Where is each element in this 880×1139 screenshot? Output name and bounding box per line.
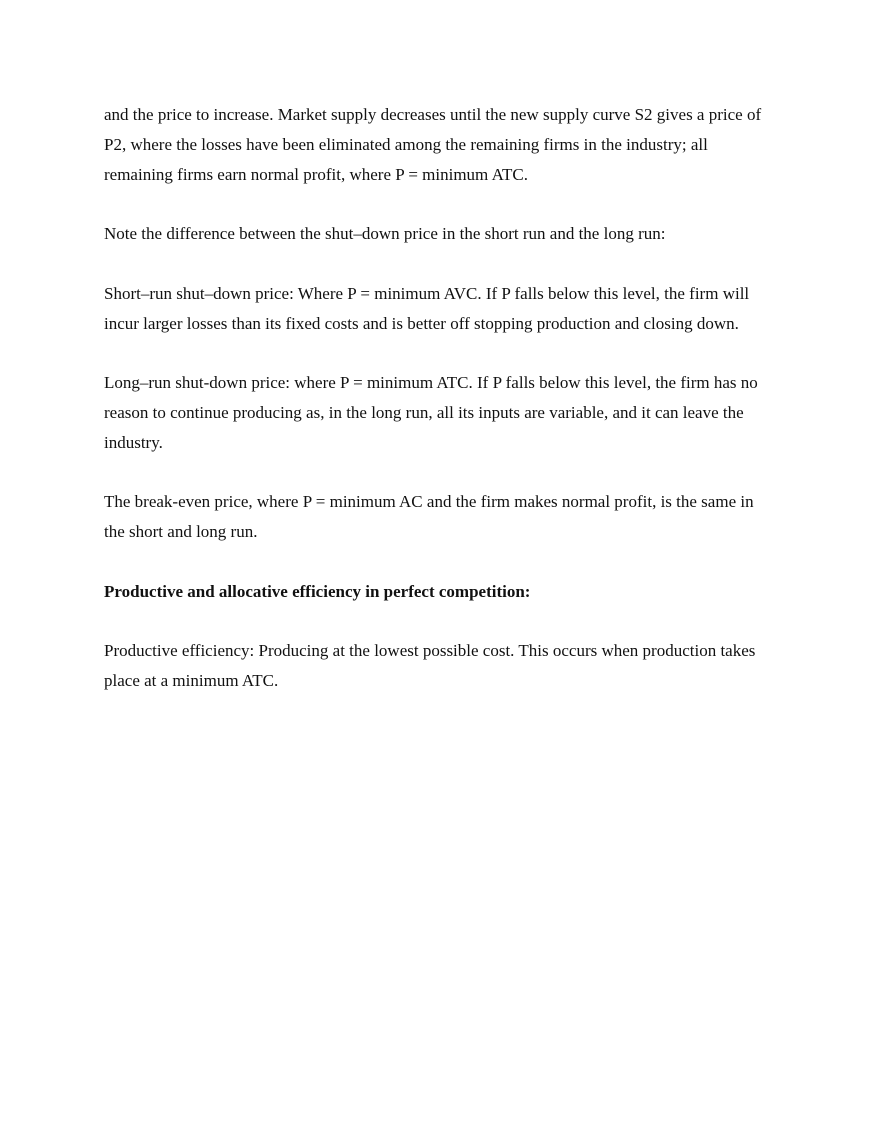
paragraph-long-run-shutdown — [104, 368, 784, 457]
text-line: Note the difference between the shut–down price in the short run and the long run: — [104, 224, 666, 244]
text-line: P2, where the losses have been eliminated among the remaining firms in the industry; all — [104, 134, 708, 154]
text-line: industry. — [104, 432, 163, 452]
paragraph-market-supply — [104, 100, 784, 189]
section-heading: Productive and allocative efficiency in perfect competition: — [104, 581, 531, 601]
paragraph-shutdown-note — [104, 219, 784, 249]
text-line: Productive efficiency: Producing at the lowest possible cost. This occurs when production takes — [104, 641, 756, 661]
text-line: remaining firms earn normal profit, where P = minimum ATC. — [104, 164, 528, 184]
paragraph-productive-efficiency — [104, 636, 784, 696]
text-line: the short and long run. — [104, 522, 258, 542]
paragraph-short-run-shutdown — [104, 279, 784, 339]
text-line: Short–run shut–down price: Where P = minimum AVC. If P falls below this level, the firm will — [104, 283, 750, 303]
text-line: The break-even price, where P = minimum AC and the firm makes normal profit, is the same in — [104, 492, 754, 512]
text-line: and the price to increase. Market supply decreases until the new supply curve S2 gives a price of — [104, 105, 762, 124]
text-line: Long–run shut-down price: where P = minimum ATC. If P falls below this level, the firm has no — [104, 373, 758, 393]
text-line: incur larger losses than its fixed costs and is better off stopping production and closing down. — [104, 313, 739, 333]
paragraph-break-even — [104, 487, 784, 547]
document-body — [104, 100, 784, 726]
text-line: place at a minimum ATC. — [104, 671, 279, 691]
text-line: reason to continue producing as, in the long run, all its inputs are variable, and it can leave the — [104, 402, 744, 422]
